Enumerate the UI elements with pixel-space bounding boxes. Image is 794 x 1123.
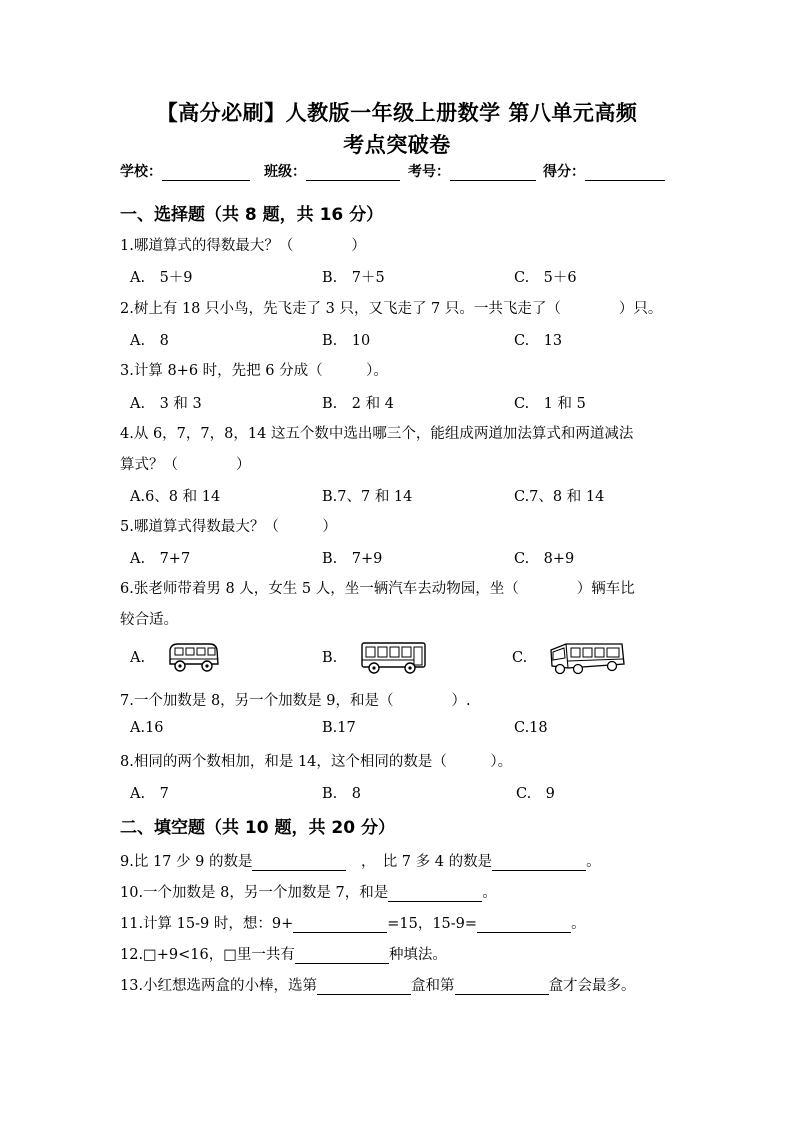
class-label: 班级： xyxy=(264,164,306,180)
q11-blank-1[interactable] xyxy=(293,917,387,933)
q9-text-a: 9.比 17 少 9 的数是 xyxy=(120,854,253,870)
q3-option-b[interactable]: B. 2 和 4 xyxy=(322,396,394,412)
q10-text-b: 。 xyxy=(482,885,497,901)
score-field xyxy=(543,161,665,181)
question-6-line2: 较合适。 xyxy=(120,612,178,628)
q1-option-a[interactable]: A. 5＋9 xyxy=(130,270,193,286)
q3-option-a[interactable]: A. 3 和 3 xyxy=(130,396,202,412)
q5-option-b[interactable]: B. 7+9 xyxy=(322,551,383,567)
q8-option-a[interactable]: A. 7 xyxy=(130,786,169,802)
score-label: 得分： xyxy=(543,164,585,180)
q6-option-a[interactable]: A. xyxy=(130,650,146,666)
student-info-row xyxy=(120,161,680,181)
q12-text-b: 种填法。 xyxy=(388,947,447,963)
q8-option-c[interactable]: C. 9 xyxy=(516,786,555,802)
q13-text-a: 13.小红想选两盒的小棒，选第 xyxy=(120,978,318,994)
q1-option-c[interactable]: C. 5＋6 xyxy=(514,270,577,286)
question-4: 4.从 6，7，7，8，14 这五个数中选出哪三个，能组成两道加法算式和两道减法 xyxy=(120,426,634,442)
q12-text-a: 12.□+9<16，□里一共有 xyxy=(120,947,295,963)
question-4-line2: 算式？（ ） xyxy=(120,457,251,473)
q11-text-a: 11.计算 15-9 时，想：9+ xyxy=(120,916,294,932)
school-label: 学校： xyxy=(120,164,162,180)
q9-blank-2[interactable] xyxy=(492,855,586,871)
q9-text-c: 。 xyxy=(586,854,601,870)
section-heading-fill: 二、填空题（共 10 题，共 20 分） xyxy=(120,818,395,838)
exam-no-label: 考号： xyxy=(408,164,450,180)
q13-text-b: 盒和第 xyxy=(411,978,455,994)
q12-blank[interactable] xyxy=(295,948,389,964)
q2-option-b[interactable]: B. 10 xyxy=(322,333,371,349)
q7-option-c[interactable]: C.18 xyxy=(514,720,548,736)
q9-text-b: ， 比 7 多 4 的数是 xyxy=(360,854,493,870)
bus-icon xyxy=(360,640,428,676)
q13-blank-1[interactable] xyxy=(317,979,411,995)
q8-option-b[interactable]: B. 8 xyxy=(322,786,361,802)
question-10 xyxy=(120,881,497,902)
question-11 xyxy=(120,912,586,933)
exam-no-field xyxy=(408,161,536,181)
q11-blank-2[interactable] xyxy=(477,917,571,933)
exam-no-blank[interactable] xyxy=(450,165,536,181)
question-13 xyxy=(120,974,636,995)
q13-text-c: 盒才会最多。 xyxy=(548,978,636,994)
q5-option-a[interactable]: A. 7+7 xyxy=(130,551,191,567)
q11-text-b: =15，15-9= xyxy=(387,916,478,932)
question-1: 1.哪道算式的得数最大？（ ） xyxy=(120,238,366,254)
q4-option-c[interactable]: C.7、8 和 14 xyxy=(514,489,605,505)
q2-option-c[interactable]: C. 13 xyxy=(514,333,563,349)
q2-option-a[interactable]: A. 8 xyxy=(130,333,169,349)
q6-option-b[interactable]: B. xyxy=(322,650,338,666)
q4-option-a[interactable]: A.6、8 和 14 xyxy=(130,489,221,505)
q6-option-c[interactable]: C. xyxy=(512,650,528,666)
section-heading-choice: 一、选择题（共 8 题，共 16 分） xyxy=(120,205,384,225)
q9-blank-1[interactable] xyxy=(252,855,346,871)
school-blank[interactable] xyxy=(162,165,250,181)
page-title-line2: 考点突破卷 xyxy=(343,133,451,157)
q7-option-a[interactable]: A.16 xyxy=(130,720,164,736)
question-8: 8.相同的两个数相加，和是 14，这个相同的数是（ ）。 xyxy=(120,754,513,770)
class-field xyxy=(264,161,400,181)
q7-option-b[interactable]: B.17 xyxy=(322,720,356,736)
q1-option-b[interactable]: B. 7＋5 xyxy=(322,270,385,286)
question-7: 7.一个加数是 8，另一个加数是 9，和是（ ）. xyxy=(120,693,471,709)
class-blank[interactable] xyxy=(306,165,400,181)
question-6: 6.张老师带着男 8 人，女生 5 人，坐一辆汽车去动物园，坐（ ）辆车比 xyxy=(120,581,635,597)
question-3: 3.计算 8+6 时，先把 6 分成（ ）。 xyxy=(120,363,388,379)
q5-option-c[interactable]: C. 8+9 xyxy=(514,551,575,567)
school-field xyxy=(120,161,250,181)
minibus-icon xyxy=(166,640,220,674)
large-bus-icon xyxy=(548,638,626,678)
question-9 xyxy=(120,850,601,871)
score-blank[interactable] xyxy=(585,165,665,181)
question-5: 5.哪道算式得数最大？（ ） xyxy=(120,519,337,535)
q10-text-a: 10.一个加数是 8，另一个加数是 7，和是 xyxy=(120,885,389,901)
q3-option-c[interactable]: C. 1 和 5 xyxy=(514,396,586,412)
page-title: 【高分必刷】人教版一年级上册数学 第八单元高频 xyxy=(156,101,638,125)
question-2: 2.树上有 18 只小鸟，先飞走了 3 只，又飞走了 7 只。一共飞走了（ ）只。 xyxy=(120,301,663,317)
q10-blank[interactable] xyxy=(388,886,482,902)
question-12 xyxy=(120,943,447,964)
q4-option-b[interactable]: B.7、7 和 14 xyxy=(322,489,413,505)
q13-blank-2[interactable] xyxy=(455,979,549,995)
q11-text-c: 。 xyxy=(571,916,586,932)
